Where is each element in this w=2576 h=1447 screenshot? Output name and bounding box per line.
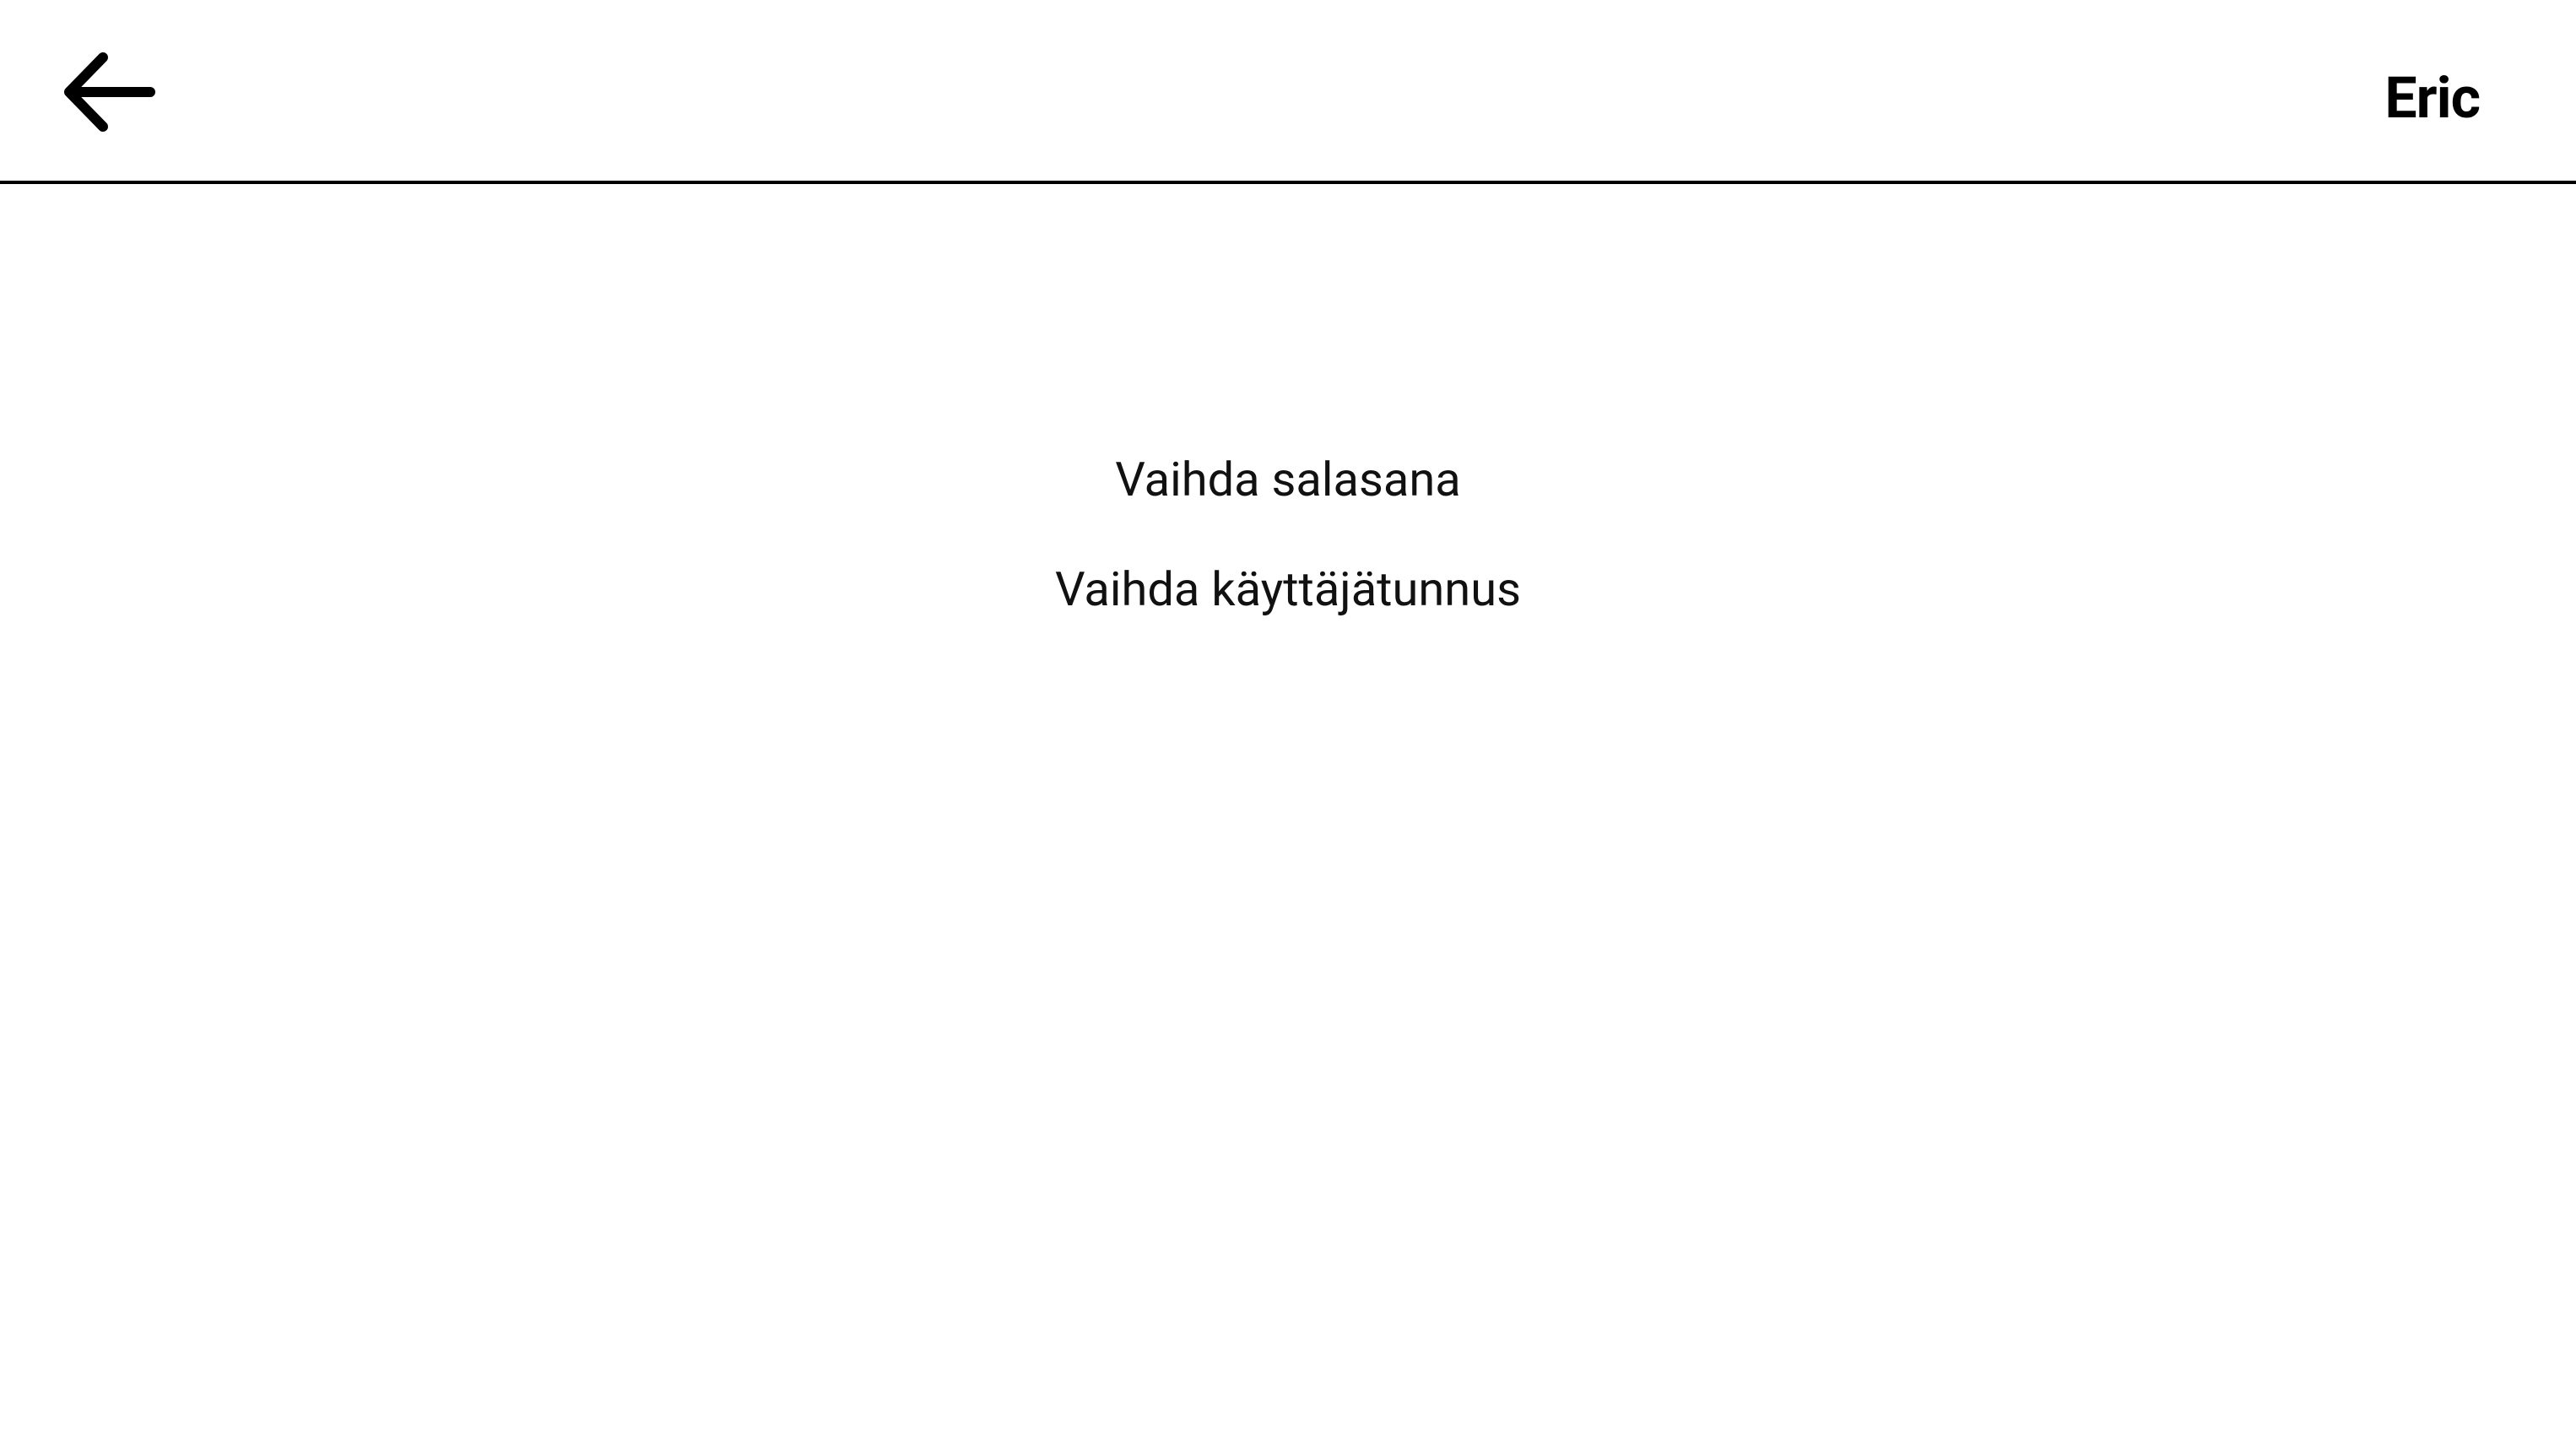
back-button[interactable] [56,47,159,137]
arrow-left-icon [56,47,159,137]
username-title: Eric [2384,64,2480,132]
account-options-menu [0,447,2576,667]
change-password-option[interactable]: Vaihda salasana [1115,452,1461,507]
change-username-option[interactable]: Vaihda käyttäjätunnus [1055,561,1521,617]
top-app-bar [0,0,2576,184]
